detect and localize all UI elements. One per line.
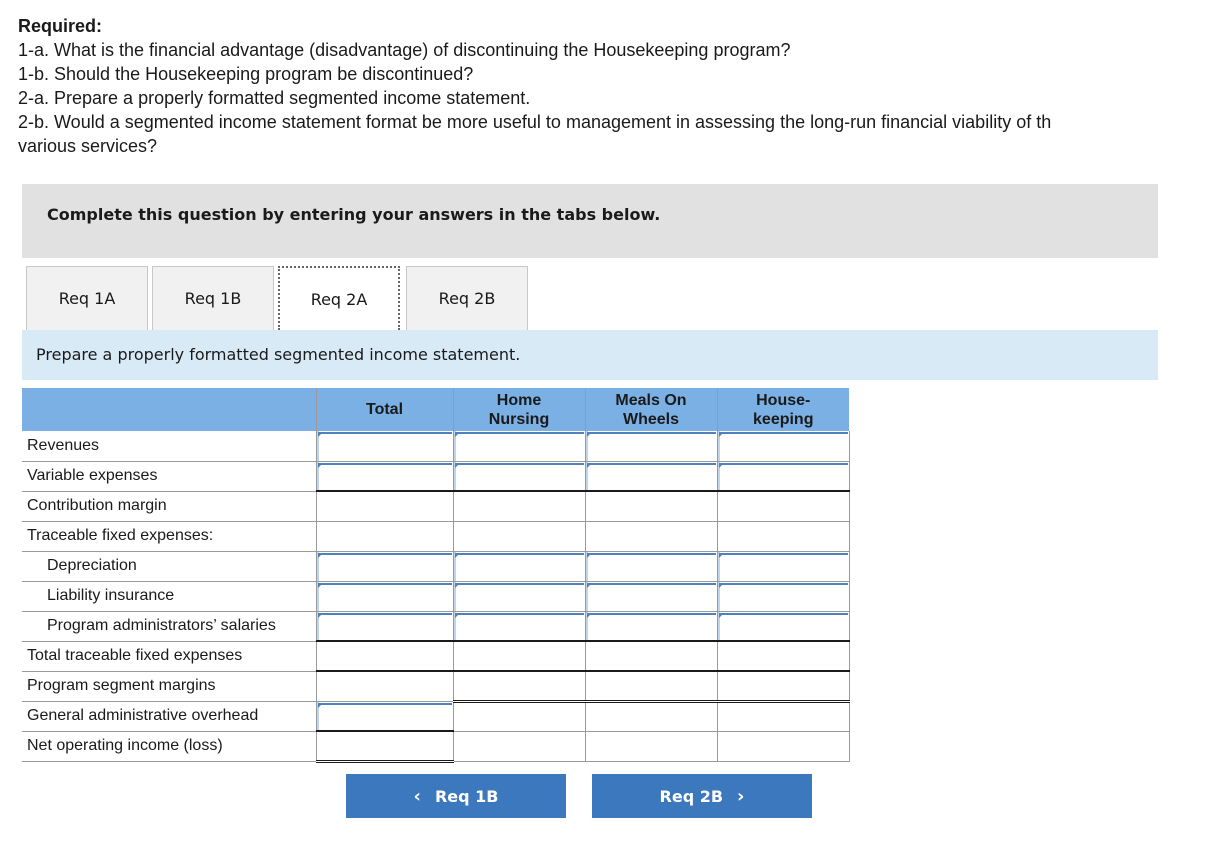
row-contribution-margin	[22, 491, 849, 521]
depreciation-housekeeping-input[interactable]	[717, 551, 849, 581]
variable-housekeeping-input[interactable]	[717, 461, 849, 491]
insurance-total-input[interactable]	[316, 581, 453, 611]
row-label: Net operating income (loss)	[22, 731, 316, 761]
salaries-home-nursing-input[interactable]	[453, 611, 585, 641]
tf-header-meals-cell	[585, 521, 717, 551]
row-label: Liability insurance	[22, 581, 316, 611]
requirements-block	[18, 14, 1220, 158]
tab-req-2b[interactable]: Req 2B	[406, 266, 528, 330]
row-liability-insurance	[22, 581, 849, 611]
row-total-traceable-fixed	[22, 641, 849, 671]
row-program-segment-margins	[22, 671, 849, 701]
row-net-operating-income	[22, 731, 849, 761]
banner-text: Complete this question by entering your answers in the tabs below.	[47, 205, 661, 224]
header-housekeeping: House- keeping	[717, 388, 849, 431]
overhead-total-input[interactable]	[316, 701, 453, 731]
depreciation-total-input[interactable]	[316, 551, 453, 581]
next-req-2b-button[interactable]	[592, 774, 812, 818]
required-line-1b: 1-b. Should the Housekeeping program be discontinued?	[18, 64, 474, 84]
row-variable-expenses	[22, 461, 849, 491]
row-label: Variable expenses	[22, 461, 316, 491]
noi-home-nursing-cell	[453, 731, 585, 761]
chevron-left-icon: ‹	[413, 785, 421, 807]
ttf-meals-cell[interactable]	[585, 641, 717, 671]
revenues-housekeeping-input[interactable]	[717, 431, 849, 461]
row-label: Total traceable fixed expenses	[22, 641, 316, 671]
salaries-total-input[interactable]	[316, 611, 453, 641]
row-admin-salaries	[22, 611, 849, 641]
required-line-2b: 2-b. Would a segmented income statement format be more useful to management in assessing the long-run financial viability of th	[18, 112, 1052, 132]
noi-meals-cell	[585, 731, 717, 761]
tf-header-housekeeping-cell	[717, 521, 849, 551]
row-revenues	[22, 431, 849, 461]
instruction-text: Prepare a properly formatted segmented income statement.	[36, 345, 521, 364]
tab-req-1a[interactable]: Req 1A	[26, 266, 148, 330]
row-traceable-fixed-header	[22, 521, 849, 551]
revenues-home-nursing-input[interactable]	[453, 431, 585, 461]
row-label: Program administrators’ salaries	[22, 611, 316, 641]
required-line-2a: 2-a. Prepare a properly formatted segmented income statement.	[18, 88, 531, 108]
psm-meals-cell[interactable]	[585, 671, 717, 701]
cm-total-cell[interactable]	[316, 491, 453, 521]
row-label: Program segment margins	[22, 671, 316, 701]
header-total: Total	[316, 388, 453, 431]
tab-req-1b[interactable]: Req 1B	[152, 266, 274, 330]
prev-button-label: Req 1B	[434, 786, 499, 806]
row-label: Revenues	[22, 431, 316, 461]
salaries-housekeeping-input[interactable]	[717, 611, 849, 641]
salaries-meals-input[interactable]	[585, 611, 717, 641]
noi-housekeeping-cell	[717, 731, 849, 761]
overhead-meals-cell	[585, 701, 717, 731]
prev-req-1b-button[interactable]	[346, 774, 566, 818]
cm-housekeeping-cell[interactable]	[717, 491, 849, 521]
revenues-meals-input[interactable]	[585, 431, 717, 461]
row-label: Depreciation	[22, 551, 316, 581]
required-line-1a: 1-a. What is the financial advantage (disadvantage) of discontinuing the Housekeeping program?	[18, 40, 791, 60]
chevron-right-icon: ›	[737, 785, 745, 807]
psm-home-nursing-cell[interactable]	[453, 671, 585, 701]
tf-header-home-nursing-cell	[453, 521, 585, 551]
instructions-banner	[22, 184, 1158, 258]
overhead-housekeeping-cell	[717, 701, 849, 731]
depreciation-home-nursing-input[interactable]	[453, 551, 585, 581]
variable-meals-input[interactable]	[585, 461, 717, 491]
next-button-label: Req 2B	[659, 786, 724, 806]
header-row	[22, 388, 849, 431]
overhead-home-nursing-cell	[453, 701, 585, 731]
row-label: Contribution margin	[22, 491, 316, 521]
variable-home-nursing-input[interactable]	[453, 461, 585, 491]
instruction-panel	[22, 330, 1158, 380]
ttf-home-nursing-cell[interactable]	[453, 641, 585, 671]
insurance-home-nursing-input[interactable]	[453, 581, 585, 611]
row-depreciation	[22, 551, 849, 581]
required-line-2b-cont: various services?	[18, 136, 158, 156]
revenues-total-input[interactable]	[316, 431, 453, 461]
insurance-meals-input[interactable]	[585, 581, 717, 611]
segmented-income-statement	[22, 388, 850, 763]
required-title: Required:	[18, 16, 103, 36]
variable-total-input[interactable]	[316, 461, 453, 491]
depreciation-meals-input[interactable]	[585, 551, 717, 581]
header-meals-on-wheels: Meals On Wheels	[585, 388, 717, 431]
row-label: Traceable fixed expenses:	[22, 521, 316, 551]
row-label: General administrative overhead	[22, 701, 316, 731]
ttf-housekeeping-cell[interactable]	[717, 641, 849, 671]
cm-home-nursing-cell[interactable]	[453, 491, 585, 521]
cm-meals-cell[interactable]	[585, 491, 717, 521]
insurance-housekeeping-input[interactable]	[717, 581, 849, 611]
header-home-nursing: Home Nursing	[453, 388, 585, 431]
psm-total-cell[interactable]	[316, 671, 453, 701]
row-general-admin-overhead	[22, 701, 849, 731]
psm-housekeeping-cell[interactable]	[717, 671, 849, 701]
header-label-cell	[22, 388, 316, 431]
tf-header-total-cell	[316, 521, 453, 551]
tab-req-2a[interactable]: Req 2A	[278, 266, 400, 330]
ttf-total-cell[interactable]	[316, 641, 453, 671]
noi-total-cell[interactable]	[316, 731, 453, 761]
